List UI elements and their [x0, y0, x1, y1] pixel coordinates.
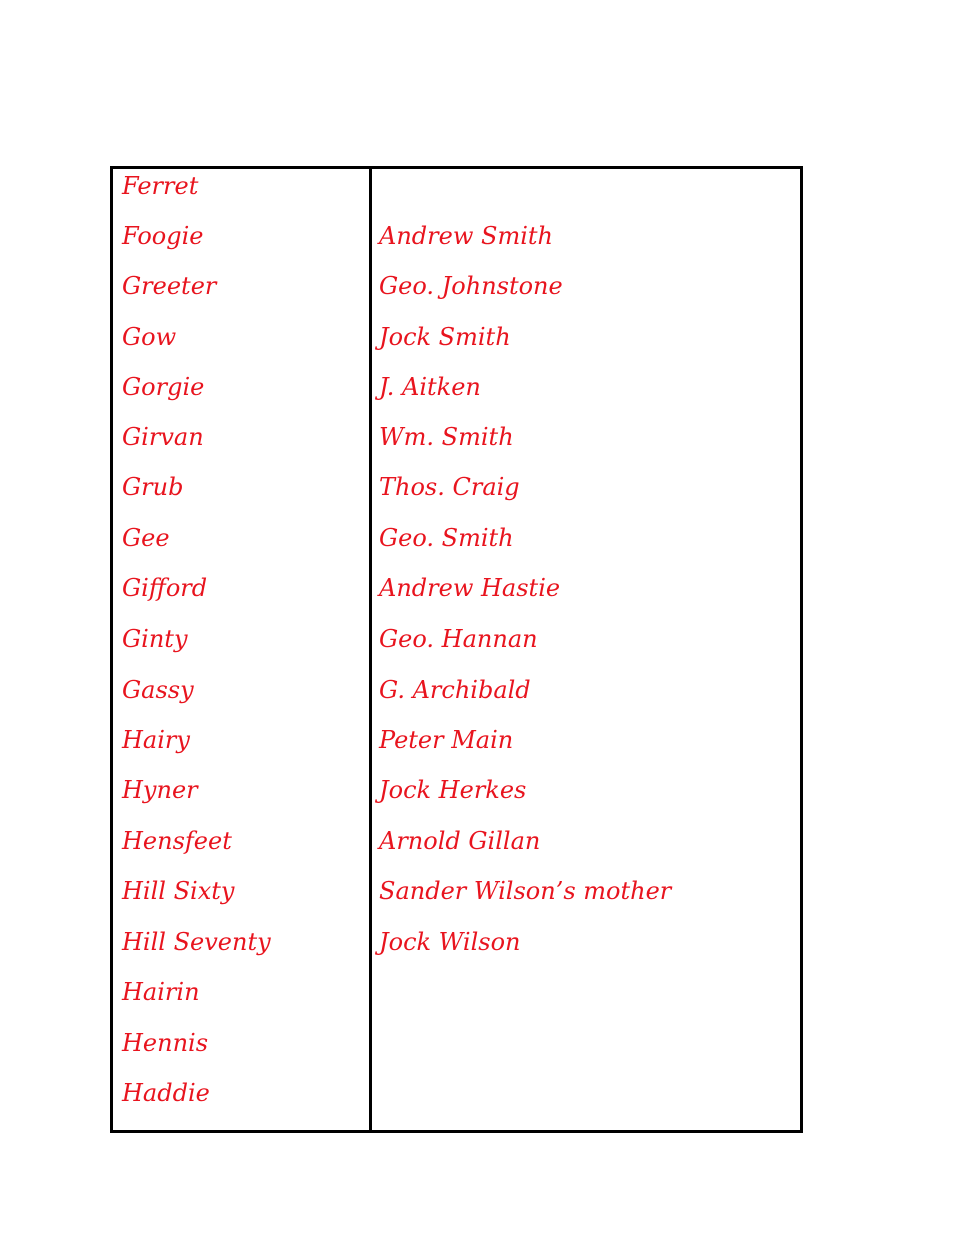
nickname-cell: Hyner — [122, 776, 198, 804]
name-cell: Andrew Hastie — [379, 574, 561, 602]
nickname-cell: Greeter — [122, 272, 217, 300]
nickname-table — [110, 166, 803, 1133]
nickname-column — [113, 169, 372, 1130]
nickname-cell: Hennis — [122, 1029, 209, 1057]
nickname-cell: Ginty — [122, 625, 188, 653]
nickname-cell: Girvan — [122, 423, 204, 451]
name-cell: Jock Herkes — [379, 776, 527, 804]
name-column — [372, 169, 800, 1130]
name-cell: Peter Main — [379, 726, 514, 754]
nickname-cell: Grub — [122, 473, 184, 501]
nickname-cell: Gow — [122, 323, 177, 351]
nickname-cell: Hill Seventy — [122, 928, 271, 956]
nickname-cell: Gee — [122, 524, 170, 552]
name-cell: J. Aitken — [379, 373, 481, 401]
name-cell: Jock Wilson — [379, 928, 521, 956]
nickname-cell: Foogie — [122, 222, 204, 250]
name-cell: Thos. Craig — [379, 473, 520, 501]
nickname-cell: Gorgie — [122, 373, 205, 401]
name-cell: Andrew Smith — [379, 222, 553, 250]
name-cell: Wm. Smith — [379, 423, 514, 451]
name-cell: Jock Smith — [379, 323, 511, 351]
name-cell: Geo. Smith — [379, 524, 514, 552]
nickname-cell: Gassy — [122, 676, 194, 704]
nickname-cell: Hairin — [122, 978, 200, 1006]
nickname-cell: Haddie — [122, 1079, 210, 1107]
nickname-cell: Ferret — [122, 172, 199, 200]
nickname-cell: Gifford — [122, 574, 208, 602]
name-cell: Geo. Hannan — [379, 625, 538, 653]
nickname-cell: Hairy — [122, 726, 190, 754]
nickname-cell: Hill Sixty — [122, 877, 235, 905]
name-cell: Sander Wilson’s mother — [379, 877, 672, 905]
name-cell: G. Archibald — [379, 676, 531, 704]
name-cell: Geo. Johnstone — [379, 272, 563, 300]
nickname-cell: Hensfeet — [122, 827, 232, 855]
name-cell: Arnold Gillan — [379, 827, 541, 855]
